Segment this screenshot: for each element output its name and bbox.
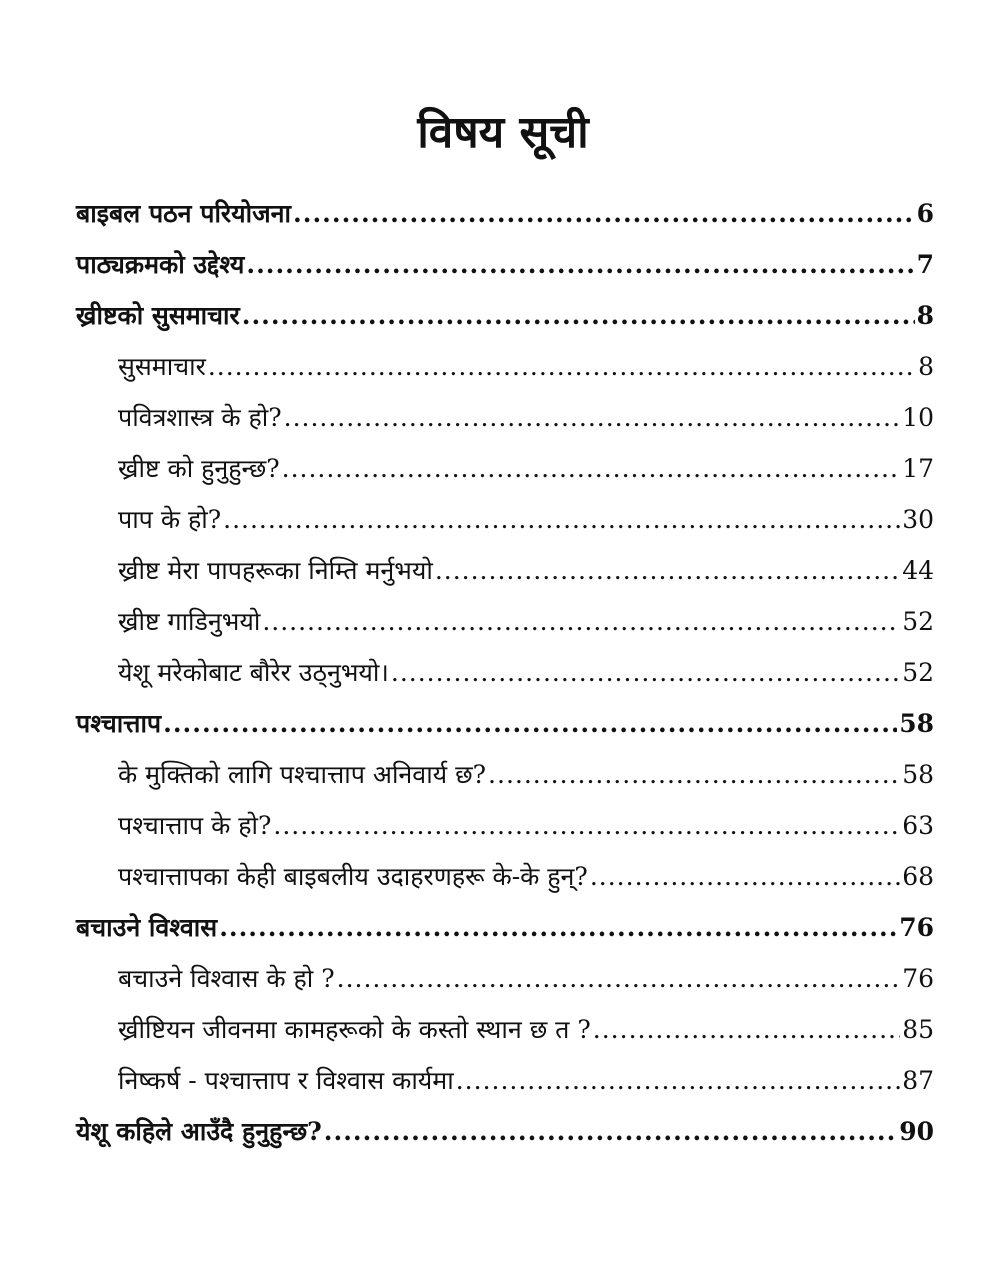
toc-page-number: 63 bbox=[902, 811, 934, 840]
toc-entry-label: पश्चात्ताप bbox=[76, 709, 162, 738]
toc-page-number: 76 bbox=[902, 964, 934, 993]
toc-section-entry[interactable] bbox=[76, 706, 934, 757]
dot-leader bbox=[391, 658, 900, 687]
dot-leader bbox=[262, 607, 900, 636]
dot-leader bbox=[435, 556, 900, 585]
toc-subsection-entry[interactable] bbox=[76, 1012, 934, 1063]
toc-subsection-entry[interactable] bbox=[76, 451, 934, 502]
toc-entry-label: पाठ्यक्रमको उद्देश्य bbox=[76, 250, 245, 279]
dot-leader bbox=[324, 1117, 897, 1146]
toc-page-number: 90 bbox=[899, 1117, 934, 1146]
dot-leader bbox=[242, 301, 915, 330]
dot-leader bbox=[593, 1015, 900, 1044]
toc-section-entry[interactable] bbox=[76, 247, 934, 298]
toc-page-number: 76 bbox=[899, 913, 934, 942]
toc-page-number: 17 bbox=[902, 454, 934, 483]
dot-leader bbox=[456, 1066, 900, 1095]
table-of-contents bbox=[76, 196, 934, 1165]
toc-page-number: 52 bbox=[902, 658, 934, 687]
toc-page-number: 87 bbox=[902, 1066, 934, 1095]
toc-page-number: 10 bbox=[902, 403, 934, 432]
toc-subsection-entry[interactable] bbox=[76, 655, 934, 706]
toc-entry-label: बचाउने विश्वास के हो ? bbox=[118, 964, 335, 993]
toc-subsection-entry[interactable] bbox=[76, 604, 934, 655]
toc-subsection-entry[interactable] bbox=[76, 553, 934, 604]
toc-page-number: 30 bbox=[902, 505, 934, 534]
toc-entry-label: येशू कहिले आउँदै हुनुहुन्छ? bbox=[76, 1117, 322, 1146]
dot-leader bbox=[208, 352, 916, 381]
dot-leader bbox=[337, 964, 901, 993]
toc-section-entry[interactable] bbox=[76, 196, 934, 247]
toc-page-number: 58 bbox=[902, 760, 934, 789]
toc-page-number: 44 bbox=[902, 556, 934, 585]
toc-page-number: 68 bbox=[902, 862, 934, 891]
toc-subsection-entry[interactable] bbox=[76, 757, 934, 808]
dot-leader bbox=[284, 403, 901, 432]
toc-entry-label: ख्रीष्ट को हुनुहुन्छ? bbox=[118, 454, 280, 483]
dot-leader bbox=[246, 250, 914, 279]
toc-page-number: 8 bbox=[916, 301, 934, 330]
toc-subsection-entry[interactable] bbox=[76, 859, 934, 910]
toc-entry-label: सुसमाचार bbox=[118, 352, 206, 381]
dot-leader bbox=[293, 199, 915, 228]
toc-entry-label: ख्रीष्ट गाडिनुभयो bbox=[118, 607, 261, 636]
toc-section-entry[interactable] bbox=[76, 910, 934, 961]
dot-leader bbox=[163, 709, 897, 738]
toc-entry-label: बाइबल पठन परियोजना bbox=[76, 199, 292, 228]
toc-page-number: 52 bbox=[902, 607, 934, 636]
toc-subsection-entry[interactable] bbox=[76, 502, 934, 553]
toc-page-number: 58 bbox=[899, 709, 934, 738]
toc-entry-label: ख्रीष्टियन जीवनमा कामहरूको के कस्तो स्थान छ त ? bbox=[118, 1015, 591, 1044]
toc-entry-label: निष्कर्ष - पश्चात्ताप र विश्वास कार्यमा bbox=[118, 1066, 454, 1095]
dot-leader bbox=[590, 862, 900, 891]
toc-entry-label: येशू मरेकोबाट बौरेर उठ्नुभयो। bbox=[118, 658, 389, 687]
toc-entry-label: पश्चात्तापका केही बाइबलीय उदाहरणहरू के-के हुन्? bbox=[118, 862, 588, 891]
toc-page-number: 6 bbox=[916, 199, 934, 228]
toc-section-entry[interactable] bbox=[76, 1114, 934, 1165]
toc-page-number: 8 bbox=[918, 352, 934, 381]
toc-entry-label: ख्रीष्टको सुसमाचार bbox=[76, 301, 240, 330]
dot-leader bbox=[273, 811, 900, 840]
toc-entry-label: पवित्रशास्त्र के हो? bbox=[118, 403, 282, 432]
toc-page-number: 7 bbox=[916, 250, 934, 279]
dot-leader bbox=[219, 913, 897, 942]
page-title: विषय सूची bbox=[417, 107, 589, 158]
toc-entry-label: के मुक्तिको लागि पश्चात्ताप अनिवार्य छ? bbox=[118, 760, 487, 789]
toc-subsection-entry[interactable] bbox=[76, 961, 934, 1012]
dot-leader bbox=[282, 454, 901, 483]
toc-entry-label: पश्चात्ताप के हो? bbox=[118, 811, 272, 840]
toc-subsection-entry[interactable] bbox=[76, 1063, 934, 1114]
toc-subsection-entry[interactable] bbox=[76, 349, 934, 400]
dot-leader bbox=[223, 505, 900, 534]
toc-entry-label: ख्रीष्ट मेरा पापहरूका निम्ति मर्नुभयो bbox=[118, 556, 433, 585]
toc-subsection-entry[interactable] bbox=[76, 400, 934, 451]
toc-subsection-entry[interactable] bbox=[76, 808, 934, 859]
toc-section-entry[interactable] bbox=[76, 298, 934, 349]
toc-page-number: 85 bbox=[902, 1015, 934, 1044]
toc-entry-label: पाप के हो? bbox=[118, 505, 222, 534]
dot-leader bbox=[488, 760, 900, 789]
toc-entry-label: बचाउने विश्वास bbox=[76, 913, 218, 942]
